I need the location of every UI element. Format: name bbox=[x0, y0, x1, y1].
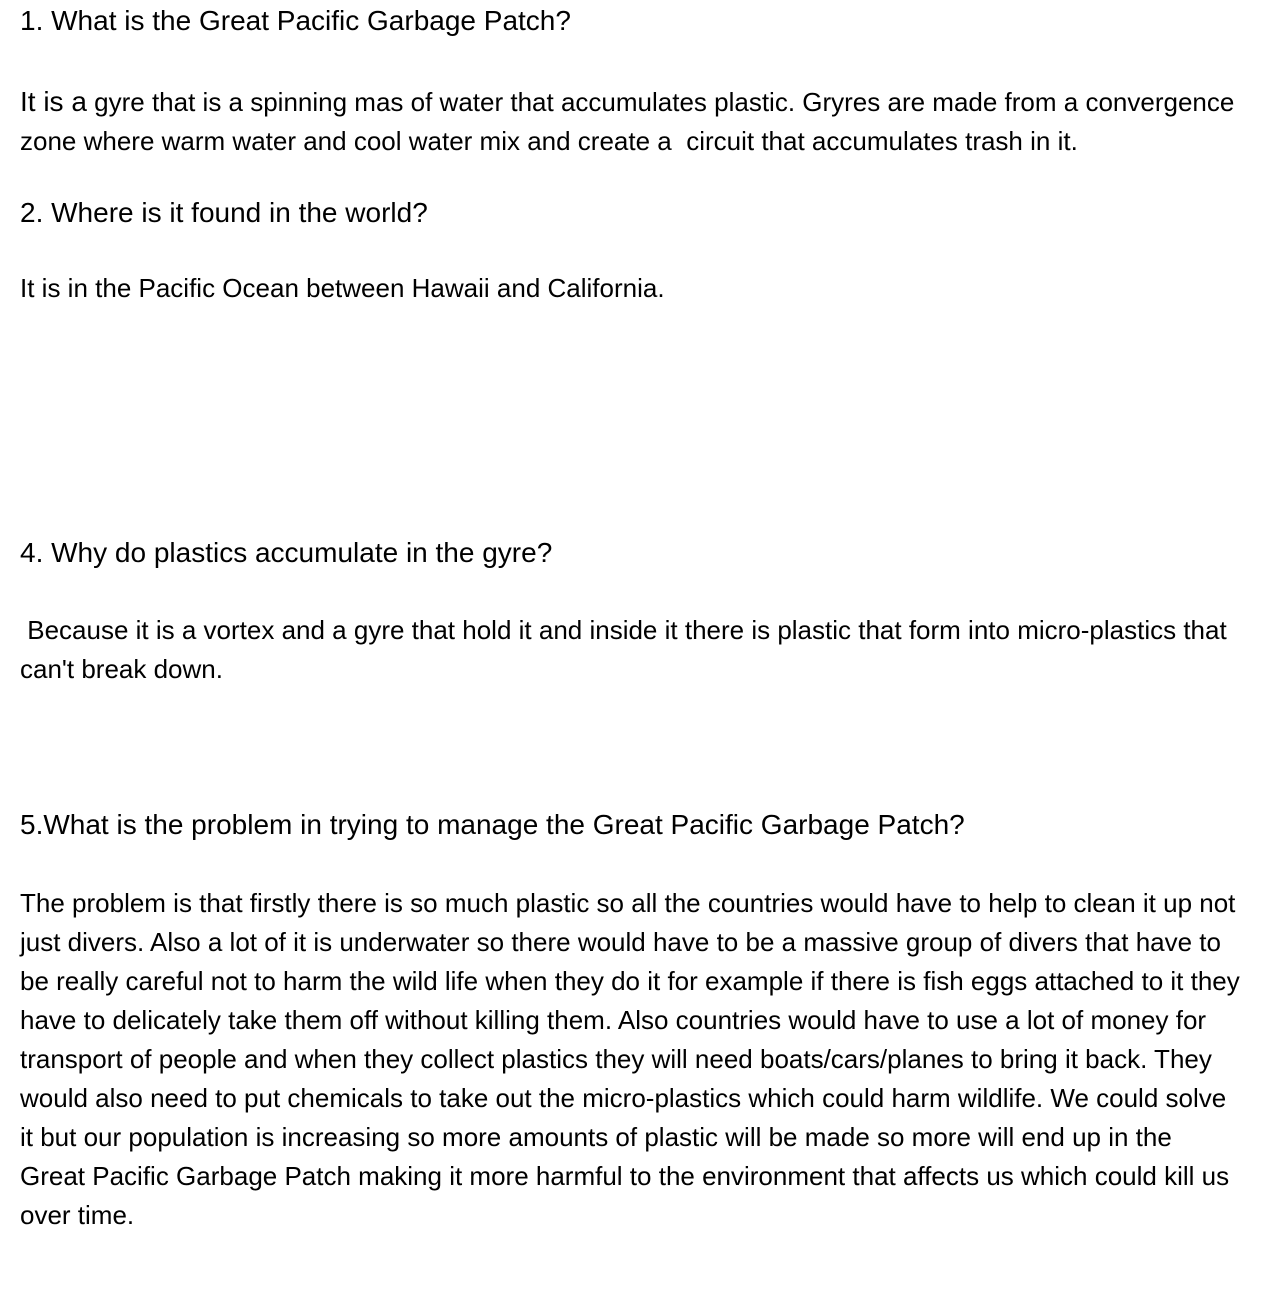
answer-2: It is in the Pacific Ocean between Hawaii and California. bbox=[20, 273, 665, 303]
question-5: 5.What is the problem in trying to manage the Great Pacific Garbage Patch? bbox=[20, 809, 965, 840]
answer-1-lead: It is a bbox=[20, 86, 87, 117]
question-4: 4. Why do plastics accumulate in the gyre? bbox=[20, 537, 553, 568]
question-2: 2. Where is it found in the world? bbox=[20, 197, 428, 228]
answer-1 bbox=[20, 82, 1241, 161]
answer-4: Because it is a vortex and a gyre that hold it and inside it there is plastic that form into micro-plastics that can't break down. bbox=[20, 615, 1234, 684]
answer-5: The problem is that firstly there is so much plastic so all the countries would have to help to clean it up not just divers. Also a lot of it is underwater so there would have to be a massive group of divers that have to be really careful not to harm the wild life when they do it for example if there is fish eggs attached to it they have to delicately take them off without killing them. Also countries would have to use a lot of money for transport of people and when they collect plastics they will need boats/cars/planes to bring it back. They would also need to put chemicals to take out the micro-plastics which could harm wildlife. We could solve it but our population is increasing so more amounts of plastic will be made so more will end up in the Great Pacific Garbage Patch making it more harmful to the environment that affects us which could kill us over time. bbox=[20, 888, 1247, 1230]
answer-1-body: gyre that is a spinning mas of water that accumulates plastic. Gryres are made from a convergence zone where warm water and cool water mix and create a circuit that accumulates trash in it. bbox=[20, 87, 1242, 156]
question-1: 1. What is the Great Pacific Garbage Patch? bbox=[20, 5, 571, 36]
